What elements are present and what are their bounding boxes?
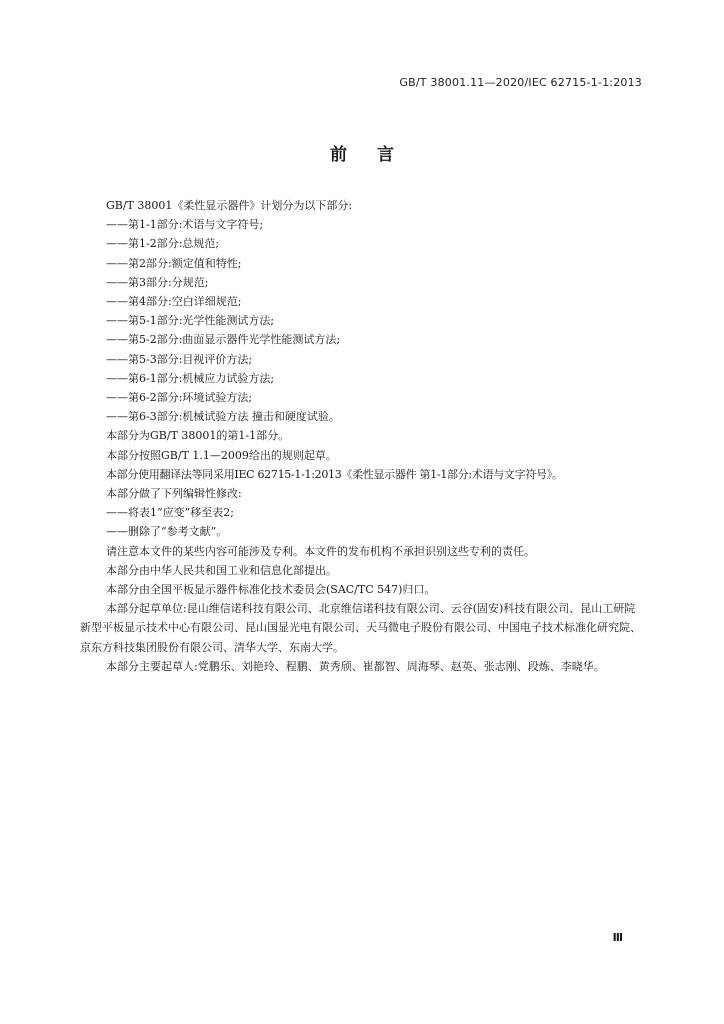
text-line: 本部分做了下列编辑性修改:: [106, 487, 242, 501]
list-item: ——第2部分:额定值和特性;: [106, 256, 242, 270]
text-line: 本部分按照GB/T 1.1—2009给出的规则起草。: [106, 448, 337, 462]
text-line: 请注意本文件的某些内容可能涉及专利。本文件的发布机构不承担识别这些专利的责任。: [106, 544, 535, 558]
drafting-units-paragraph: 本部分起草单位:昆山维信诺科技有限公司、北京维信诺科技有限公司、云谷(固安)科技有限公司、昆山工研院新型平板显示技术中心有限公司、昆山国显光电有限公司、天马微电子股份有限公司、中国电子技术标准化研究院、京东方科技集团股份有限公司、清华大学、东南大学。: [80, 602, 641, 654]
list-item: ——第6-1部分:机械应力试验方法;: [106, 371, 275, 385]
list-item: ——第3部分:分规范;: [106, 275, 209, 289]
foreword-body: [80, 196, 646, 676]
text-line: 本部分由中华人民共和国工业和信息化部提出。: [106, 563, 337, 577]
standard-number-header: GB/T 38001.11—2020/IEC 62715-1-1:2013: [399, 76, 642, 89]
list-item: ——第6-2部分:环境试验方法;: [106, 391, 253, 405]
page-number: Ⅲ: [612, 931, 623, 944]
text-line: 本部分使用翻译法等同采用IEC 62715-1-1:2013《柔性显示器件 第1-1部分:术语与文字符号》。: [106, 467, 563, 481]
list-item: ——第5-1部分:光学性能测试方法;: [106, 314, 275, 328]
list-item: ——第5-3部分:目视评价方法;: [106, 352, 253, 366]
list-item: ——第4部分:空白详细规范;: [106, 295, 242, 309]
list-item: ——第1-2部分:总规范;: [106, 237, 220, 251]
page-title: 前言: [330, 145, 424, 165]
text-line: GB/T 38001《柔性显示器件》计划分为以下部分:: [106, 199, 353, 212]
list-item: ——删除了“参考文献”。: [106, 525, 228, 539]
list-item: ——第1-1部分:术语与文字符号;: [106, 218, 264, 232]
text-line: 本部分为GB/T 38001的第1-1部分。: [106, 429, 290, 443]
drafters-paragraph: 本部分主要起草人:党鹏乐、刘艳玲、程鹏、黄秀颀、崔都智、周海琴、赵英、张志刚、段炼、李晓华。: [106, 659, 605, 673]
list-item: ——将表1“应变”移至表2;: [106, 506, 234, 520]
list-item: ——第6-3部分:机械试验方法 撞击和硬度试验。: [106, 410, 340, 424]
list-item: ——第5-2部分:曲面显示器件光学性能测试方法;: [106, 333, 341, 347]
text-line: 本部分由全国平板显示器件标准化技术委员会(SAC/TC 547)归口。: [106, 583, 436, 597]
